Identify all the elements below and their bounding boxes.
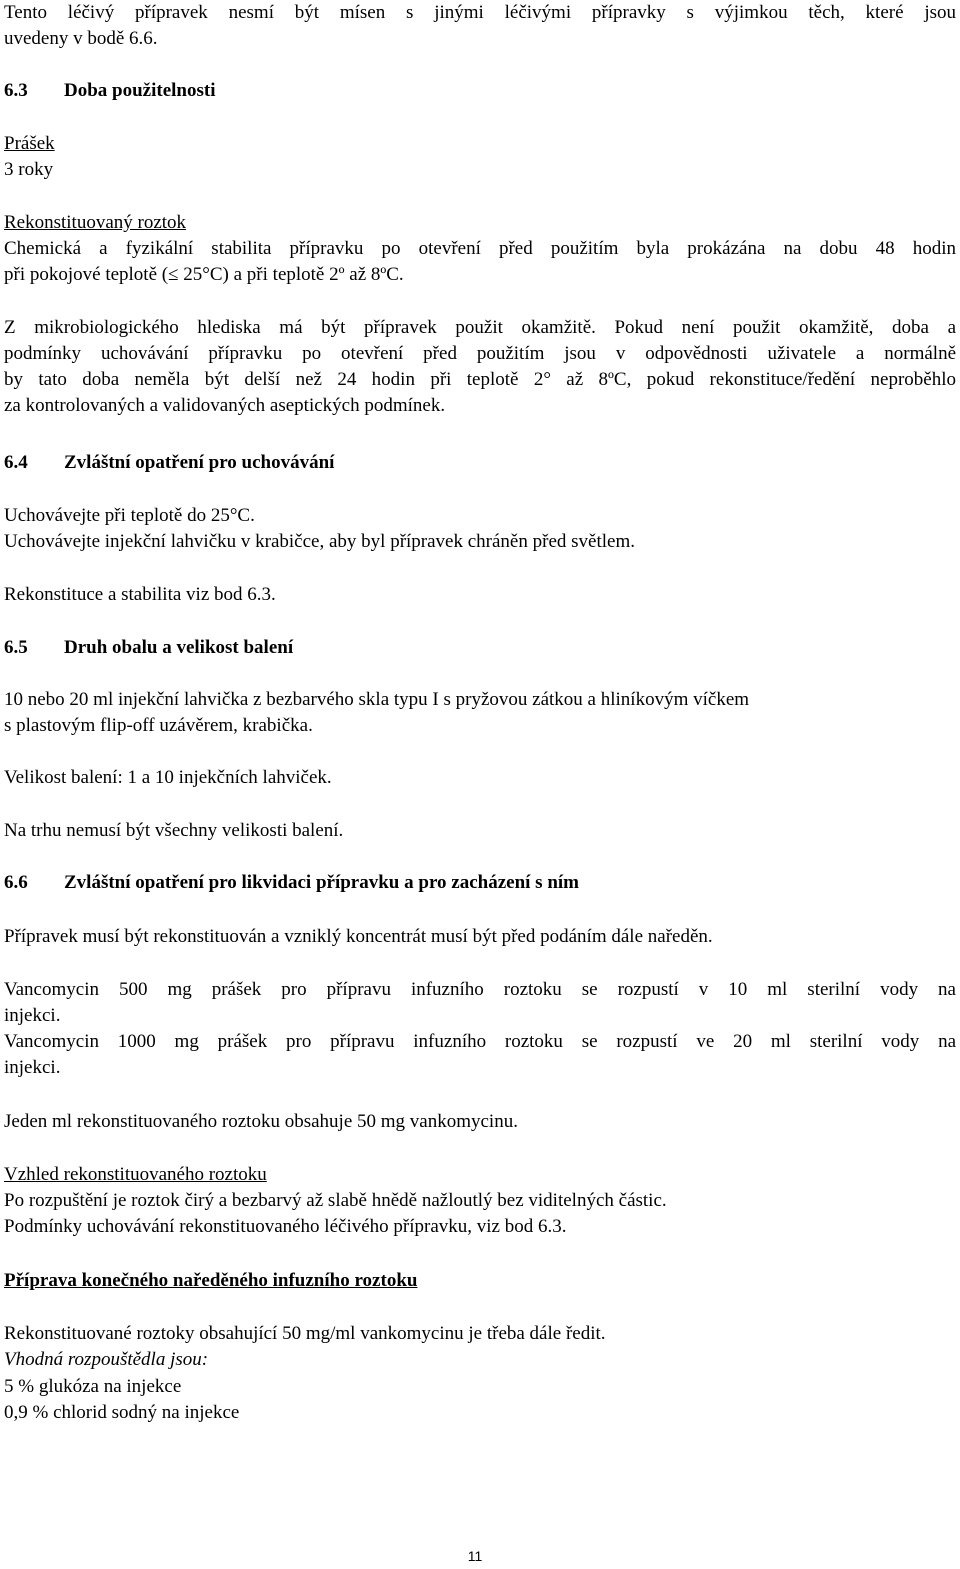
section-number: 6.5 [4, 637, 28, 658]
text-line: Uchovávejte injekční lahvičku v krabičce, aby byl přípravek chráněn před světlem. [4, 531, 635, 552]
section-number: 6.4 [4, 452, 28, 473]
text-line: Vancomycin 500 mg prášek pro přípravu infuzního roztoku se rozpustí v 10 ml sterilní vody na [4, 979, 956, 1000]
section-title: Doba použitelnosti [64, 80, 216, 101]
text-line: Uchovávejte při teplotě do 25°C. [4, 505, 255, 526]
section-heading-6-4 [4, 450, 334, 476]
text-line: Z mikrobiologického hlediska má být přípravek použit okamžitě. Pokud není použit okamžitě, doba a [4, 317, 956, 338]
page-number: 11 [467, 1548, 483, 1564]
text-line: uvedeny v bodě 6.6. [4, 28, 158, 49]
text-line: Chemická a fyzikální stabilita přípravku po otevření před použitím byla prokázána na dobu 48 hodin [4, 238, 956, 259]
section-title: Druh obalu a velikost balení [64, 637, 294, 658]
text-line: by tato doba neměla být delší než 24 hodin při teplotě 2° až 8ºC, pokud rekonstituce/ředění neproběhlo [4, 369, 956, 390]
text-line: za kontrolovaných a validovaných aseptických podmínek. [4, 395, 446, 416]
text-line: Přípravek musí být rekonstituován a vzniklý koncentrát musí být před podáním dále naředěn. [4, 926, 713, 947]
text-line: při pokojové teplotě (≤ 25°C) a při teplotě 2º až 8ºC. [4, 264, 404, 285]
text-line: injekci. [4, 1057, 61, 1078]
text-line: injekci. [4, 1005, 61, 1026]
subheading-powder: Prášek [4, 133, 55, 154]
section-heading-6-5 [4, 635, 293, 661]
list-item: 0,9 % chlorid sodný na injekce [4, 1402, 240, 1423]
section-title: Zvláštní opatření pro likvidaci přípravku a pro zacházení s ním [64, 872, 579, 893]
text-line: Tento léčivý přípravek nesmí být mísen s jinými léčivými přípravky s výjimkou těch, které jsou [4, 2, 956, 23]
text-line: Rekonstituce a stabilita viz bod 6.3. [4, 584, 276, 605]
section-number: 6.3 [4, 80, 28, 101]
subheading-preparation: Příprava konečného naředěného infuzního roztoku [4, 1270, 418, 1291]
text-line: Velikost balení: 1 a 10 injekčních lahviček. [4, 767, 332, 788]
text-line: podmínky uchovávání přípravku po otevření před použitím jsou v odpovědnosti uživatele a normálně [4, 343, 956, 364]
subheading-reconstituted: Rekonstituovaný roztok [4, 212, 187, 233]
text-line: 3 roky [4, 159, 54, 180]
text-line: 10 nebo 20 ml injekční lahvička z bezbarvého skla typu I s pryžovou zátkou a hliníkovým víčkem [4, 689, 750, 710]
text-line: Rekonstituované roztoky obsahující 50 mg/ml vankomycinu je třeba dále ředit. [4, 1323, 606, 1344]
list-item: 5 % glukóza na injekce [4, 1376, 182, 1397]
text-line: Po rozpuštění je roztok čirý a bezbarvý až slabě hnědě nažloutlý bez viditelných částic. [4, 1190, 667, 1211]
section-title: Zvláštní opatření pro uchovávání [64, 452, 335, 473]
text-line: Vancomycin 1000 mg prášek pro přípravu infuzního roztoku se rozpustí ve 20 ml sterilní vody na [4, 1031, 956, 1052]
text-line: s plastovým flip-off uzávěrem, krabička. [4, 715, 313, 736]
text-line: Podmínky uchovávání rekonstituovaného léčivého přípravku, viz bod 6.3. [4, 1216, 567, 1237]
section-heading-6-3 [4, 78, 216, 104]
subheading-appearance: Vzhled rekonstituovaného roztoku [4, 1164, 267, 1185]
section-number: 6.6 [4, 872, 28, 893]
solvents-label: Vhodná rozpouštědla jsou: [4, 1349, 209, 1370]
text-line: Jeden ml rekonstituovaného roztoku obsahuje 50 mg vankomycinu. [4, 1111, 518, 1132]
text-line: Na trhu nemusí být všechny velikosti balení. [4, 820, 344, 841]
section-heading-6-6 [4, 870, 579, 896]
